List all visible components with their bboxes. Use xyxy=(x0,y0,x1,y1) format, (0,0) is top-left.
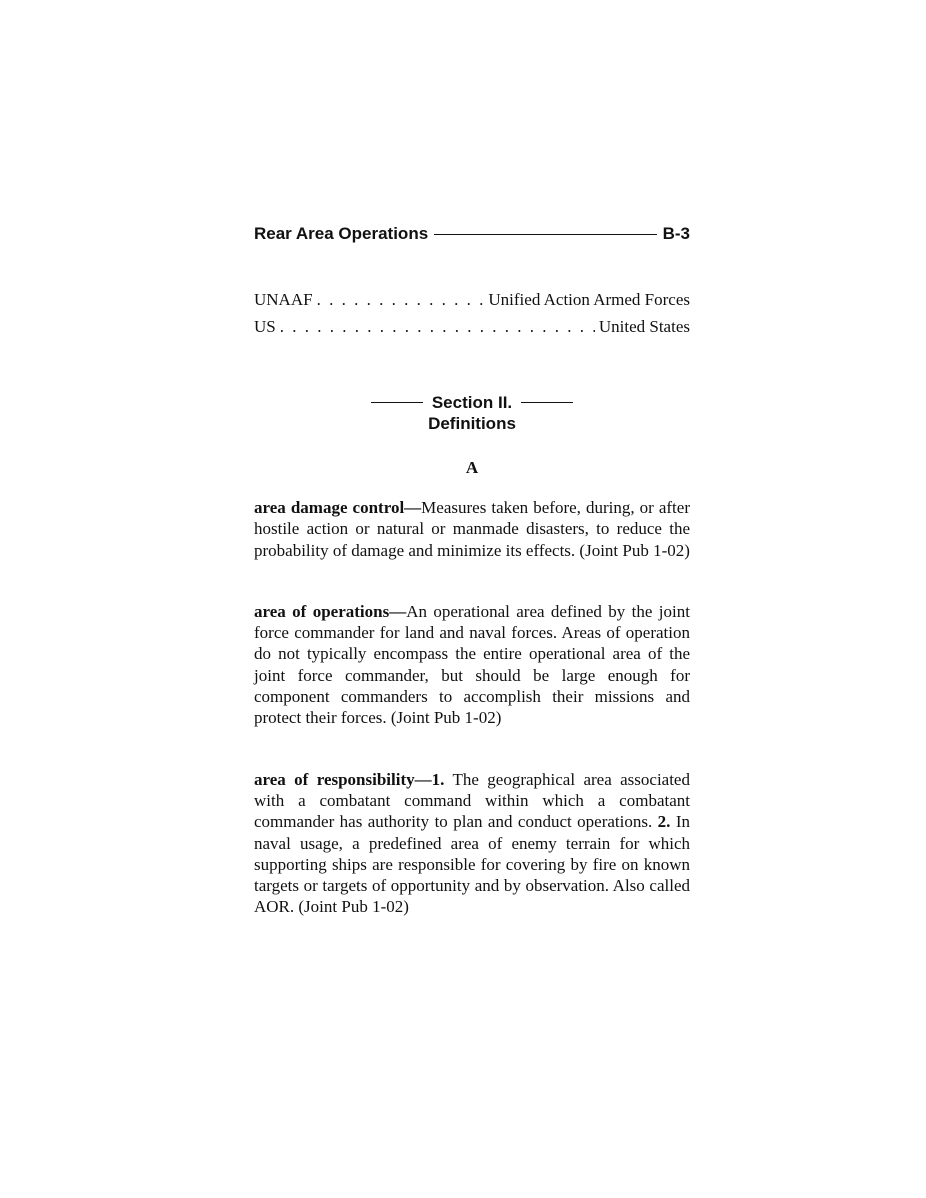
abbreviation-row xyxy=(254,286,690,313)
header-rule xyxy=(434,234,656,235)
abbreviation: UNAAF xyxy=(254,290,313,309)
definition-term: area of operations— xyxy=(254,601,407,621)
definition-entry xyxy=(254,601,690,729)
definition-text: The geographical area associated with a combatant command within which a combatant commander has authority to plan and conduct operations. xyxy=(254,769,690,832)
definition-term: area of responsibility— xyxy=(254,769,432,789)
definition-number: 2. xyxy=(657,812,671,832)
abbreviation: US xyxy=(254,317,276,336)
definition-text: An operational area defined by the joint force commander for land and naval forces. Areas of operation do not typically encompass the entire operational area of the joint force commander, but should be large enough for component commanders to accomplish their missions and protect their forces. (Joint Pub 1-02) xyxy=(254,601,690,728)
section-rule-left xyxy=(371,402,423,403)
definition-list xyxy=(254,497,690,958)
section-label: Section II. xyxy=(431,393,513,412)
section-title: Definitions xyxy=(428,414,516,433)
definition-text: Measures taken before, during, or after hostile action or natural or manmade disasters, to reduce the probability of damage and minimize its effects. (Joint Pub 1-02) xyxy=(254,498,690,560)
dot-leader xyxy=(317,286,485,313)
definition-term: area damage control— xyxy=(254,498,422,517)
abbreviation-row xyxy=(254,313,690,340)
abbreviation-meaning: United States xyxy=(598,317,690,336)
definition-text: In naval usage, a predefined area of enemy terrain for which supporting ships are responsible for covering by fire on known targets or targets of opportunity and by observation. Also called AOR. (Joint Pub 1-02) xyxy=(254,812,690,917)
definition-entry xyxy=(254,769,690,918)
definition-number: 1. xyxy=(431,769,445,789)
page-header xyxy=(254,222,690,246)
dot-leader xyxy=(280,313,595,340)
section-rule-right xyxy=(521,402,573,403)
definition-entry xyxy=(254,497,690,561)
abbreviation-meaning: Unified Action Armed Forces xyxy=(488,290,690,309)
abbreviation-list xyxy=(254,286,690,340)
header-title: Rear Area Operations xyxy=(254,224,429,243)
section-heading xyxy=(254,392,690,434)
letter-heading: A xyxy=(465,458,479,477)
page-number: B-3 xyxy=(662,224,690,243)
